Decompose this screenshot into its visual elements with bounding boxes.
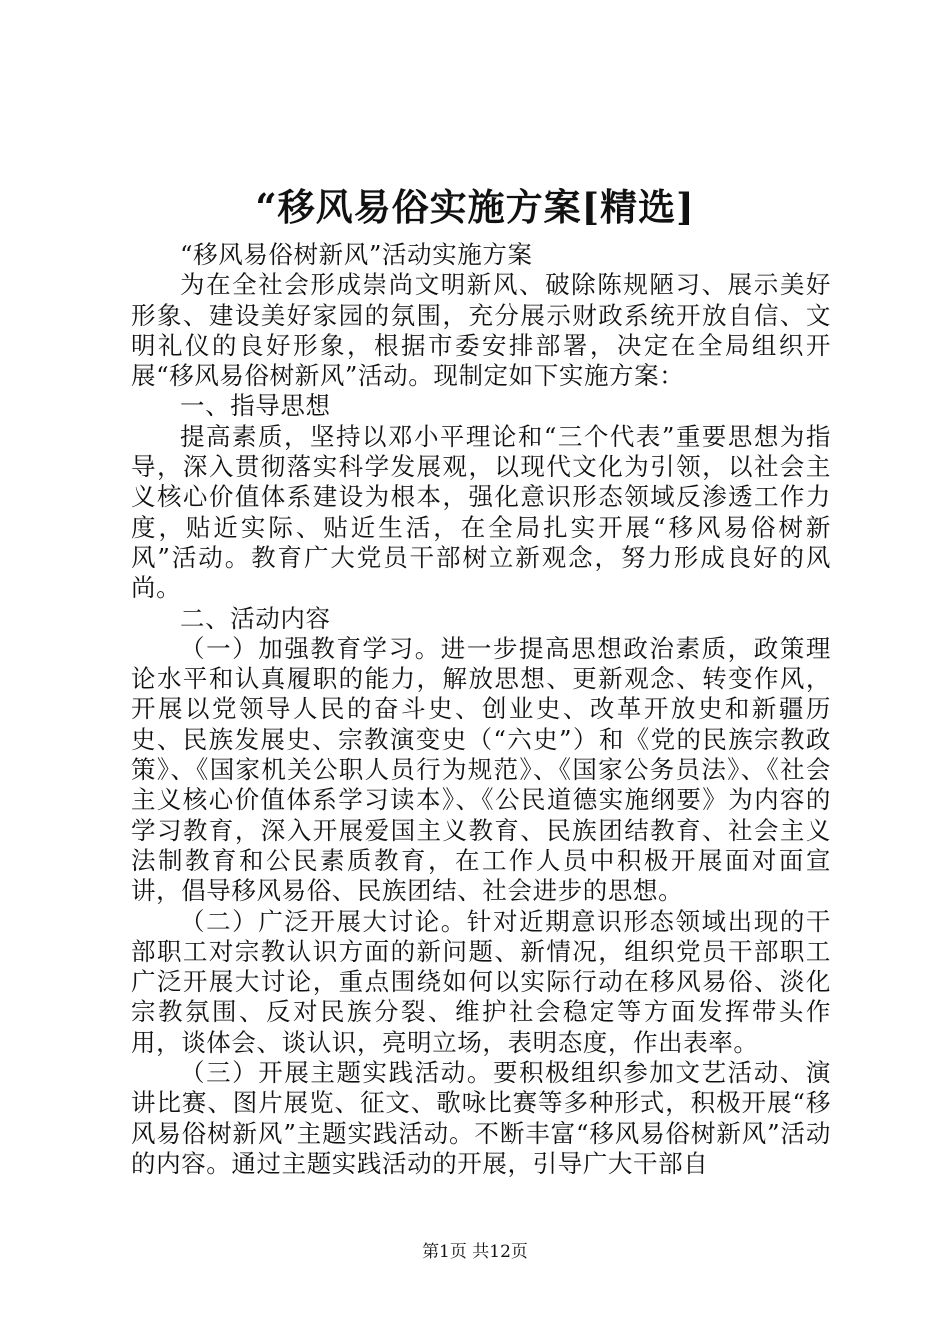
doc-paragraph-item-2: （二）广泛开展大讨论。针对近期意识形态领域出现的干部职工对宗教认识方面的新问题、新情况，组织党员干部职工广泛开展大讨论，重点围绕如何以实际行动在移风易俗、淡化宗教氛围、反对民族分裂、维护社会稳定等方面发挥带头作用，谈体会、谈认识，亮明立场，表明态度，作出表率。 bbox=[131, 906, 831, 1057]
document-body bbox=[131, 240, 831, 1179]
doc-heading-guiding-ideology: 一、指导思想 bbox=[180, 391, 331, 421]
doc-paragraph-item-3: （三）开展主题实践活动。要积极组织参加文艺活动、演讲比赛、图片展览、征文、歌咏比赛等多种形式，积极开展“移风易俗树新风”主题实践活动。不断丰富“移风易俗树新风”活动的内容。通过主题实践活动的开展，引导广大干部自 bbox=[131, 1058, 831, 1178]
page-footer: 第1页 共12页 bbox=[422, 1242, 528, 1262]
doc-paragraph-guiding-ideology: 提高素质，坚持以邓小平理论和“三个代表”重要思想为指导，深入贯彻落实科学发展观，以现代文化为引领，以社会主义核心价值体系建设为根本，强化意识形态领域反渗透工作力度，贴近实际、贴近生活，在全局扎实开展“移风易俗树新风”活动。教育广大党员干部树立新观念，努力形成良好的风尚。 bbox=[131, 421, 831, 603]
doc-paragraph-intro: 为在全社会形成崇尚文明新风、破除陈规陋习、展示美好形象、建设美好家园的氛围，充分展示财政系统开放自信、文明礼仪的良好形象，根据市委安排部署，决定在全局组织开展“移风易俗树新风”活动。现制定如下实施方案： bbox=[131, 270, 831, 391]
doc-heading-activity-content: 二、活动内容 bbox=[180, 603, 331, 633]
doc-paragraph-subtitle: “移风易俗树新风”活动实施方案 bbox=[180, 240, 533, 269]
doc-paragraph-item-1: （一）加强教育学习。进一步提高思想政治素质，政策理论水平和认真履职的能力，解放思想、更新观念、转变作风，开展以党领导人民的奋斗史、创业史、改革开放史和新疆历史、民族发展史、宗教演变史（“六史”）和《党的民族宗教政策》、《国家机关公职人员行为规范》、《国家公务员法》、《社会主义核心价值体系学习读本》、《公民道德实施纲要》为内容的学习教育，深入开展爱国主义教育、民族团结教育、社会主义法制教育和公民素质教育，在工作人员中积极开展面对面宣讲，倡导移风易俗、民族团结、社会进步的思想。 bbox=[131, 633, 831, 906]
document-title: “移风易俗实施方案[精选] bbox=[255, 185, 695, 229]
